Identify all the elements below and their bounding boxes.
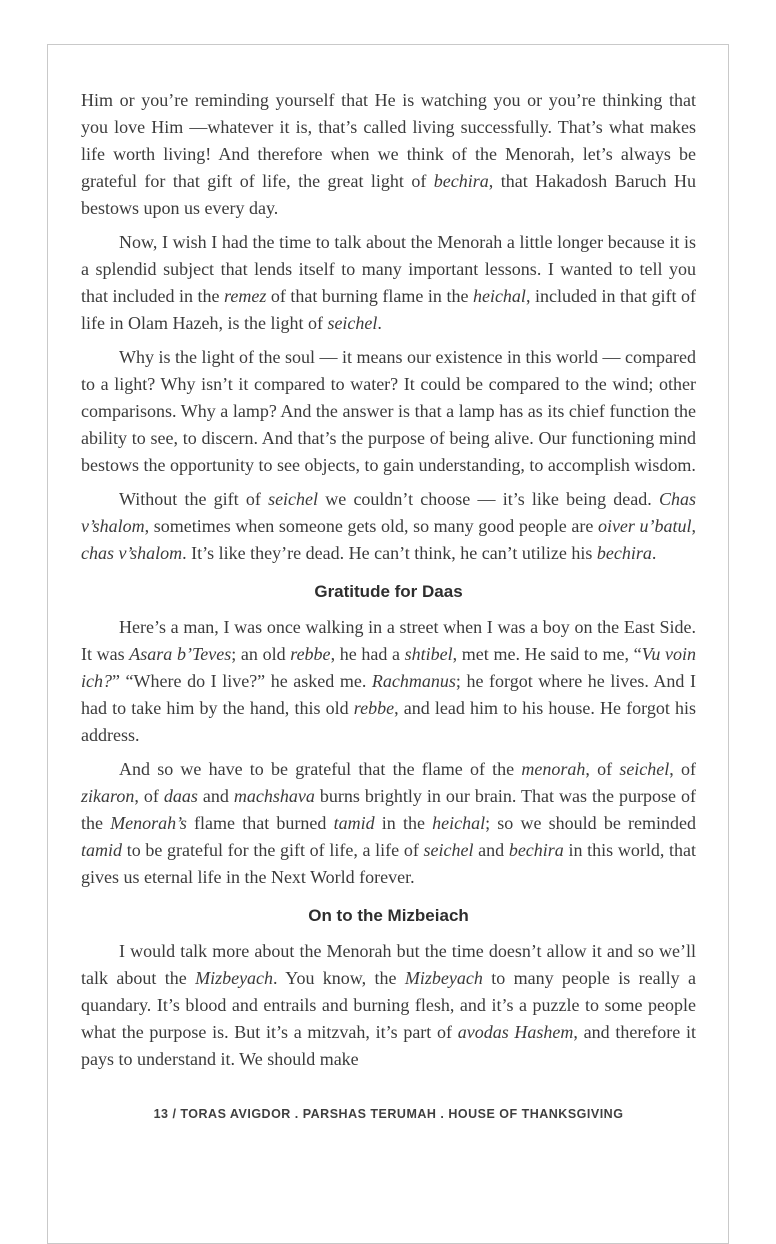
italic-text-run: chas v’shalom xyxy=(81,543,183,563)
text-run: ” “Where do I live?” he asked me. xyxy=(112,671,372,691)
text-run: to be grateful for the gift of life, a life of xyxy=(122,840,424,860)
italic-text-run: seichel xyxy=(268,489,319,509)
italic-text-run: seichel xyxy=(423,840,474,860)
text-run: in this world, that gives us eternal life in the Next World forever. xyxy=(81,840,696,887)
page-footer: 13 / TORAS AVIGDOR . PARSHAS TERUMAH . HOUSE OF THANKSGIVING xyxy=(153,1107,624,1121)
text-run: in the xyxy=(374,813,433,833)
italic-text-run: Asara b’Teves xyxy=(129,644,232,664)
text-run: flame that burned xyxy=(186,813,334,833)
text-run: And so we have to be grateful that the flame of the xyxy=(119,759,522,779)
section-heading: Gratitude for Daas xyxy=(314,582,463,601)
text-run: , that Hakadosh Baruch Hu bestows upon us every day. xyxy=(81,171,696,218)
text-run: , xyxy=(691,516,696,536)
italic-text-run: daas xyxy=(163,786,198,806)
text-run: we couldn’t choose — it’s like being dead. xyxy=(318,489,659,509)
paragraph xyxy=(81,87,696,222)
text-run: to many people is really a quandary. It’s blood and entrails and burning flesh, and it’s a puzzle to some people what the purpose is. But it’s a mitzvah, it’s part of xyxy=(81,968,696,1042)
text-run: Now, I wish I had the time to talk about the Menorah a little longer because it is a splendid subject that lends itself to many important lessons. I wanted to tell you that included in the xyxy=(81,232,696,306)
italic-text-run: oiver u’batul xyxy=(597,516,692,536)
italic-text-run: bechira xyxy=(596,543,652,563)
italic-text-run: rebbe xyxy=(353,698,395,718)
italic-text-run: heichal xyxy=(432,813,486,833)
italic-text-run: remez xyxy=(224,286,267,306)
text-run: . It’s like they’re dead. He can’t think, he can’t utilize his xyxy=(182,543,597,563)
text-run: ; so we should be reminded xyxy=(485,813,696,833)
paragraph xyxy=(81,614,696,749)
italic-text-run: menorah xyxy=(521,759,586,779)
italic-text-run: shtibel xyxy=(404,644,453,664)
italic-text-run: Rachmanus xyxy=(371,671,456,691)
text-run: , and lead him to his house. He forgot his address. xyxy=(81,698,696,745)
text-run: Why is the light of the soul — it means our existence in this world — compared to a light? Why isn’t it compared to water? It could be compared to the wind; other comparisons. Why a lamp? And the answer is that a lamp has as its chief function the ability to see, to discern. And that’s the purpose of being alive. Our functioning mind bestows the opportunity to see objects, to gain understanding, to accomplish wisdom. xyxy=(81,347,696,475)
italic-text-run: zikaron xyxy=(81,786,135,806)
italic-text-run: tamid xyxy=(333,813,375,833)
text-run: burns brightly in our brain. That was the purpose of the xyxy=(81,786,696,833)
text-run: and xyxy=(473,840,509,860)
text-run: of that burning flame in the xyxy=(266,286,473,306)
italic-text-run: Menorah’s xyxy=(110,813,187,833)
paragraph xyxy=(81,938,696,1073)
section-heading: On to the Mizbeiach xyxy=(308,906,469,925)
text-run: Here’s a man, I was once walking in a street when I was a boy on the East Side. It was xyxy=(81,617,696,664)
text-run: . xyxy=(651,543,657,563)
text-run: I would talk more about the Menorah but the time doesn’t allow it and so we’ll talk about the xyxy=(81,941,696,988)
italic-text-run: Mizbeyach xyxy=(404,968,483,988)
italic-text-run: machshava xyxy=(233,786,315,806)
text-run: , of xyxy=(669,759,697,779)
text-run: , of xyxy=(585,759,620,779)
italic-text-run: rebbe xyxy=(290,644,331,664)
text-run: , he had a xyxy=(330,644,405,664)
paragraph xyxy=(81,756,696,891)
text-run: ; he forgot where he lives. And I had to take him by the hand, this old xyxy=(81,671,696,718)
italic-text-run: avodas Hashem xyxy=(457,1022,574,1042)
italic-text-run: seichel xyxy=(619,759,670,779)
text-run: . xyxy=(377,313,382,333)
italic-text-run: Vu voin ich? xyxy=(81,644,696,691)
text-run: , sometimes when someone gets old, so many good people are xyxy=(144,516,598,536)
text-run: . You know, the xyxy=(273,968,405,988)
text-run: , met me. He said to me, “ xyxy=(452,644,642,664)
italic-text-run: Chas v’shalom xyxy=(81,489,696,536)
document-page xyxy=(47,44,729,1244)
italic-text-run: Mizbeyach xyxy=(195,968,274,988)
paragraph xyxy=(81,486,696,567)
text-run: Without the gift of xyxy=(119,489,269,509)
italic-text-run: tamid xyxy=(81,840,123,860)
text-run: and xyxy=(197,786,234,806)
text-run: ; an old xyxy=(231,644,291,664)
document-body xyxy=(81,87,696,1073)
text-run: , included in that gift of life in Olam Hazeh, is the light of xyxy=(81,286,696,333)
text-run: Him or you’re reminding yourself that He is watching you or you’re thinking that you love Him —whatever it is, that’s called living successfully. That’s what makes life worth living! And therefore when we think of the Menorah, let’s always be grateful for that gift of life, the great light of xyxy=(81,90,696,191)
text-run: , of xyxy=(134,786,164,806)
paragraph xyxy=(81,229,696,337)
italic-text-run: bechira xyxy=(508,840,564,860)
italic-text-run: bechira xyxy=(433,171,489,191)
italic-text-run: seichel xyxy=(327,313,378,333)
italic-text-run: heichal xyxy=(472,286,526,306)
paragraph xyxy=(81,344,696,479)
text-run: , and therefore it pays to understand it. We should make xyxy=(81,1022,696,1069)
